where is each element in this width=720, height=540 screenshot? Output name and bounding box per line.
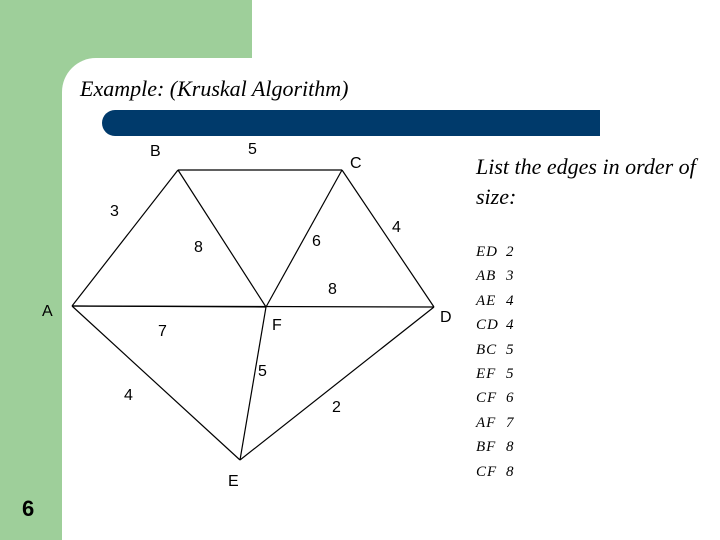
edge-ef [240, 307, 266, 460]
edge-weight: 7 [506, 414, 514, 431]
edge-weight: 2 [506, 244, 514, 260]
node-f: F [272, 317, 282, 334]
edge-pair: BC [476, 341, 498, 358]
edge-weight: 4 [506, 292, 514, 309]
edge-list-item [476, 313, 514, 337]
weight-bc: 5 [248, 141, 257, 158]
edge-pair: CF [476, 390, 498, 407]
weight-ed: 2 [332, 399, 341, 416]
edge-pair: AB [476, 268, 497, 285]
edge-list-heading: List the edges in order of size: [476, 154, 696, 209]
edge-pair: CF [476, 463, 498, 480]
edge-weight: 5 [506, 341, 514, 358]
edge-ae [72, 306, 240, 460]
edge-pair: AE [476, 292, 497, 309]
weight-bf: 8 [194, 239, 203, 256]
edge-weight: 6 [506, 390, 514, 407]
edge-list [476, 240, 514, 484]
edge-weight: 3 [506, 268, 514, 285]
edge-pair: BF [476, 439, 497, 456]
edge-list-item [476, 435, 514, 459]
edge-ed [240, 307, 434, 460]
edge-list-item [476, 338, 514, 362]
edge-pair: CD [476, 317, 499, 334]
weight-af: 7 [158, 323, 167, 340]
node-c: C [350, 155, 362, 172]
weight-ef: 5 [258, 363, 267, 380]
weight-ae: 4 [124, 387, 133, 404]
edge-weight: 8 [506, 463, 514, 480]
slide-number: 6 [22, 496, 35, 521]
node-a: A [42, 303, 53, 320]
weight-cf: 6 [312, 233, 321, 250]
edge-list-item [476, 289, 514, 313]
edge-pair: ED [476, 244, 498, 260]
slide-title: Example: (Kruskal Algorithm) [80, 76, 349, 101]
edge-pair: AF [476, 414, 497, 431]
edge-list-item [476, 386, 514, 410]
weight-cd: 4 [392, 219, 401, 236]
weight-ad: 8 [328, 281, 337, 298]
node-e: E [228, 473, 239, 490]
weight-ab: 3 [110, 203, 119, 220]
node-b: B [150, 143, 161, 160]
edge-weight: 4 [506, 317, 514, 334]
edge-list-item [476, 460, 514, 484]
edge-bf [178, 170, 266, 307]
edge-list-item [476, 362, 514, 386]
edge-ab [72, 170, 178, 306]
node-d: D [440, 309, 452, 326]
edge-weight: 8 [506, 439, 514, 456]
edge-list-item [476, 411, 514, 435]
edge-cd [342, 170, 434, 307]
edge-list-item [476, 240, 514, 264]
edge-pair: EF [476, 366, 497, 383]
edge-list-item [476, 264, 514, 288]
edge-weight: 5 [506, 366, 514, 383]
